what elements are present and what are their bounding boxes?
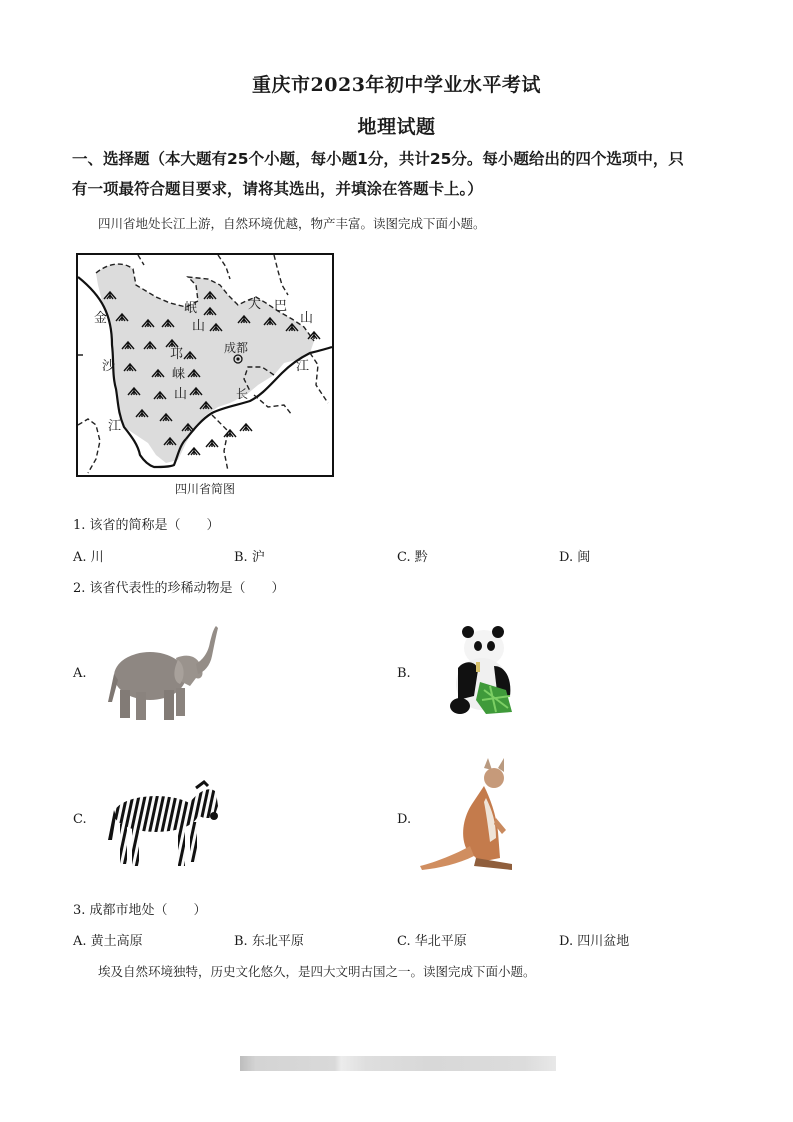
q3-option-b[interactable]: B. 东北平原	[234, 934, 304, 949]
group1-intro: 四川省地处长江上游，自然环境优越，物产丰富。读图完成下面小题。	[98, 216, 486, 231]
map-label-sha: 沙	[102, 359, 116, 374]
map-label-jin: 金	[94, 311, 108, 326]
map-figure	[78, 255, 332, 475]
q1-option-d[interactable]: D. 闽	[559, 550, 591, 565]
q2-option-b[interactable]: B.	[397, 666, 411, 681]
question-3-stem: 3. 成都市地处（ ）	[73, 903, 207, 918]
group2-intro: 埃及自然环境独特，历史文化悠久，是四大文明古国之一。读图完成下面小题。	[98, 964, 536, 979]
q2-option-d[interactable]: D.	[397, 812, 412, 827]
map-label-shan-ba: 山	[300, 311, 314, 326]
q2-option-c[interactable]: C.	[73, 812, 87, 827]
exam-subtitle: 地理试题	[357, 116, 436, 138]
map-caption: 四川省简图	[174, 482, 235, 496]
blurred-footer-watermark	[240, 1056, 556, 1071]
map-label-qiong: 邛	[170, 347, 184, 362]
section-heading-line1: 一、选择题（本大题有25个小题，每小题1分，共计25分。每小题给出的四个选项中，只	[72, 150, 684, 168]
sichuan-map	[76, 253, 334, 477]
map-label-jiang-right: 江	[296, 359, 310, 374]
q2-option-a[interactable]: A.	[73, 666, 87, 681]
q1-option-b[interactable]: B. 沪	[234, 550, 265, 565]
exam-title: 重庆市2023年初中学业水平考试	[252, 74, 541, 96]
q3-option-d[interactable]: D. 四川盆地	[559, 934, 630, 949]
q3-option-a[interactable]: A. 黄土高原	[73, 934, 143, 949]
map-label-chang: 长	[236, 387, 249, 401]
section-heading-line2: 有一项最符合题目要求，请将其选出，并填涂在答题卡上。）	[72, 180, 483, 198]
giant-panda-image	[446, 620, 518, 718]
map-label-lai: 崃	[172, 367, 186, 382]
zebra-image	[104, 780, 220, 872]
map-label-da: 大	[248, 297, 262, 312]
q1-option-a[interactable]: A. 川	[73, 550, 104, 565]
elephant-image	[104, 624, 218, 724]
question-2-stem: 2. 该省代表性的珍稀动物是（ ）	[73, 581, 285, 596]
q1-option-c[interactable]: C. 黔	[397, 550, 428, 565]
question-1-stem: 1. 该省的简称是（ ）	[73, 518, 220, 533]
map-label-jiang-left: 江	[108, 419, 122, 434]
section-heading	[72, 144, 732, 204]
q3-option-c[interactable]: C. 华北平原	[397, 934, 467, 949]
map-label-shan-min: 山	[192, 319, 206, 334]
map-label-shan-qiong: 山	[174, 387, 188, 402]
map-label-chengdu: 成都	[224, 341, 249, 355]
kangaroo-image	[420, 758, 520, 874]
map-label-ba: 巴	[274, 299, 288, 314]
map-label-min: 岷	[184, 301, 198, 316]
